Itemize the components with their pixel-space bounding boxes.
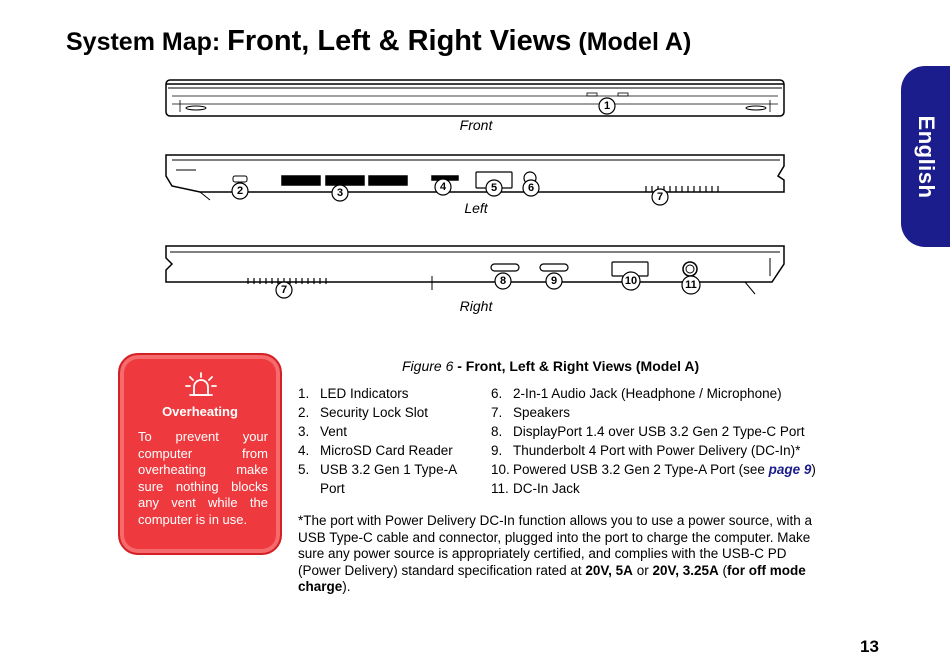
title-prefix: System Map: <box>66 28 228 56</box>
figure-caption <box>402 358 699 374</box>
svg-text:4: 4 <box>439 181 447 193</box>
svg-text:9: 9 <box>550 275 558 287</box>
warning-title: Overheating <box>162 404 238 419</box>
item-list-left <box>298 384 473 498</box>
svg-text:11: 11 <box>685 279 697 291</box>
callout-9 <box>546 273 562 289</box>
page-link[interactable]: page 9 <box>768 462 812 477</box>
figure-number: Figure 6 <box>402 358 454 374</box>
item-list-right <box>491 384 831 498</box>
callout-3 <box>332 185 348 201</box>
language-tab-label: English <box>913 115 939 198</box>
list-item: 7. Speakers <box>491 405 571 420</box>
list-item: 10. Powered USB 3.2 Gen 2 Type-A Port (see page 9) <box>491 462 816 477</box>
svg-text:10: 10 <box>624 275 638 287</box>
callout-1 <box>599 98 615 114</box>
overheating-warning <box>118 353 282 555</box>
warning-text: To prevent your computer from overheating make sure nothing blocks any vent while the computer is in use. <box>138 429 268 527</box>
callout-2 <box>232 183 248 199</box>
svg-text:2: 2 <box>236 185 244 197</box>
list-item: 4. MicroSD Card Reader <box>298 443 453 458</box>
title-suffix: (Model A) <box>571 28 692 56</box>
right-caption: Right <box>459 298 493 314</box>
left-view-illustration <box>166 155 784 200</box>
list-item: 8. DisplayPort 1.4 over USB 3.2 Gen 2 Type-C Port <box>491 424 805 439</box>
svg-text:8: 8 <box>499 275 507 287</box>
callout-10 <box>622 272 640 290</box>
front-caption: Front <box>459 117 493 133</box>
svg-text:5: 5 <box>490 182 498 194</box>
power-delivery-note: *The port with Power Delivery DC-In function allows you to use a power source, with a USB Type-C cable and connector, plugged into the port to charge the computer. Make sure any power source is appropriately certified, and complies with the USB-C PD (Power Delivery) standard specification rated at 20V, 5A or 20V, 3.25A (for off mode charge). <box>298 513 812 594</box>
callout-7-right <box>276 282 292 298</box>
callout-11 <box>682 276 700 294</box>
svg-text:1: 1 <box>603 100 611 112</box>
figure-title: - Front, Left & Right Views (Model A) <box>453 358 700 374</box>
list-item: 3. Vent <box>298 424 348 439</box>
alarm-icon <box>184 371 218 399</box>
svg-text:6: 6 <box>527 182 535 194</box>
left-caption: Left <box>464 200 488 216</box>
list-item: 5. USB 3.2 Gen 1 Type-A Port <box>298 462 457 496</box>
list-item: 6. 2-In-1 Audio Jack (Headphone / Microphone) <box>491 386 782 401</box>
svg-text:3: 3 <box>336 187 344 199</box>
list-item: 9. Thunderbolt 4 Port with Power Delivery (DC-In)* <box>491 443 801 458</box>
svg-text:7: 7 <box>280 284 288 296</box>
front-view-illustration <box>166 80 784 116</box>
callout-4 <box>435 179 451 195</box>
list-item: 11. DC-In Jack <box>491 481 580 496</box>
callout-7-left <box>652 189 668 205</box>
list-item: 1. LED Indicators <box>298 386 409 401</box>
callout-5 <box>486 180 502 196</box>
svg-text:7: 7 <box>656 191 664 203</box>
callout-6 <box>523 180 539 196</box>
callout-8 <box>495 273 511 289</box>
title-main: Front, Left & Right Views <box>227 25 572 57</box>
page-number: 13 <box>860 637 879 656</box>
list-item: 2. Security Lock Slot <box>298 405 429 420</box>
